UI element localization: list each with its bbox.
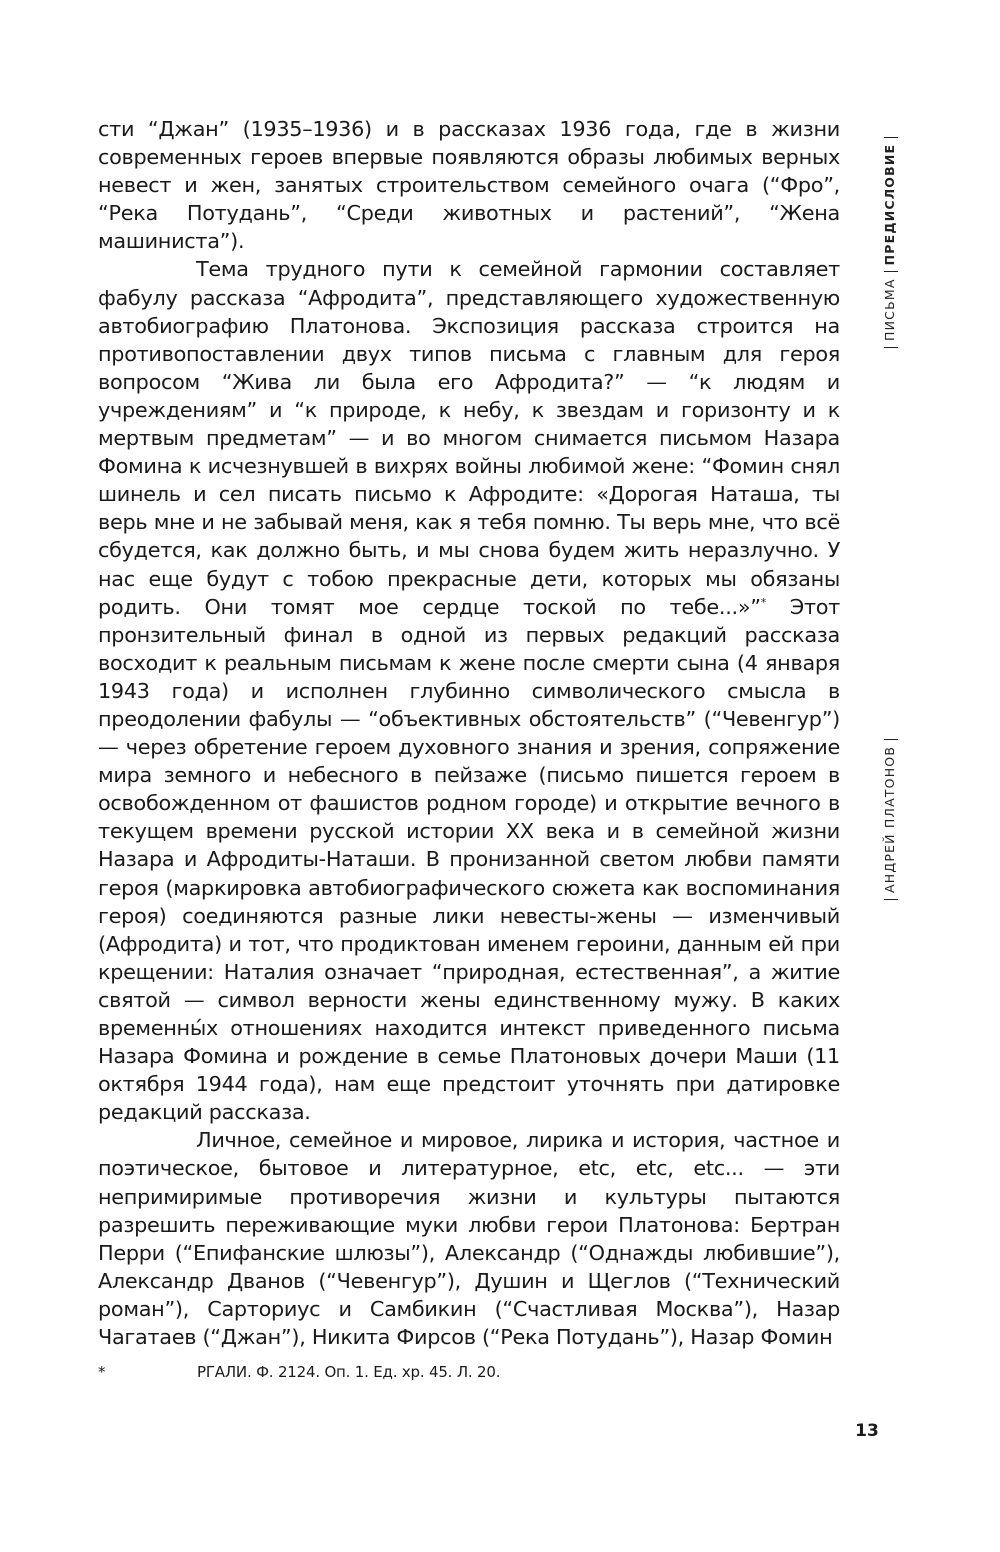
paragraph-aphrodite-part1: Тема трудного пути к семейной гармонии составляет фабулу рассказа “Афродита”, представляющего художественную автобиографию Платонова. Экспозиция рассказа строится на противопоставлении двух типов письма с главным для героя вопросом “Жива ли была его Афродита?” — “к людям и учреждениям” и “к природе, к небу, к звездам и горизонту и к мертвым предметам” — и во многом снимается письмом Назара Фомина к исчезнувшей в вихрях войны любимой жене: “Фомин снял шинель и сел писать письмо к Афродите: «Дорогая Наташа, ты верь мне и не забывай меня, как я тебя помню. Ты верь мне, что всё сбудется, как должно быть, и мы снова будем жить неразлучно. У нас еще будут с тобою прекрасные дети, которых мы обязаны родить. Они томят мое сердце тоской по тебе...»”: [98, 257, 840, 619]
running-head-section-label: ПИСЬМА: [882, 278, 897, 341]
paragraph-heroes: Личное, семейное и мировое, лирика и история, частное и поэтическое, бытовое и литературное, etc, etc, etc... — эти непримиримые противоречия жизни и культуры пытаются разрешить переживающие муки любви герои Платонова: Бертран Перри (“Епифанские шлюзы”), Александр (“Однажды любившие”), Александр Дванов (“Чевенгур”), Душин и Щеглов (“Технический роман”), Сарториус и Самбикин (“Счастливая Москва”), Назар Чагатаев (“Джан”), Никита Фирсов (“Река Потудань”), Назар Фомин: [98, 1128, 840, 1350]
separator-bar: [884, 739, 898, 740]
footnote-text: РГАЛИ. Ф. 2124. Оп. 1. Ед. хр. 45. Л. 20.: [197, 1363, 501, 1381]
main-text: [98, 115, 840, 1351]
separator-bar: [884, 137, 898, 138]
paragraph-continued: сти “Джан” (1935–1936) и в рассказах 1936 года, где в жизни современных героев впервые появляются образы любимых верных невест и жен, занятых строительством семейного очага (“Фро”, “Река Потудань”, “Среди животных и растений”, “Жена машиниста”).: [98, 117, 840, 254]
separator-bar: [884, 271, 898, 272]
paragraph-aphrodite-part2: Этот пронзительный финал в одной из первых редакций рассказа восходит к реальным письмам к жене после смерти сына (4 января 1943 года) и исполнен глубинно символического смысла в преодолении фабулы — “объективных обстоятельств” (“Чевенгур”) — через обретение героем духовного знания и зрения, сопряжение мира земного и небесного в пейзаже (письмо пишется героем в освобожденном от фашистов родном городе) и открытие вечного в текущем времени русской истории XX века и в семейной жизни Назара и Афродиты-Наташи. В пронизанной светом любви памяти героя (маркировка автобиографического сюжета как воспоминания героя) соединяются разные лики невесты-жены — изменчивый (Афродита) и тот, что продиктован именем героини, данным ей при крещении: Наталия означает “природная, естественная”, а житие святой — символ верности жены единственному мужу. В каких временны́х отношениях находится интекст приведенного письма Назара Фомина и рождение в семье Платоновых дочери Маши (11 октября 1944 года), нам еще предстоит уточнять при датировке редакций рассказа.: [98, 594, 840, 1125]
footnote-reference[interactable]: *: [760, 595, 766, 609]
footnote-mark: *: [98, 1363, 106, 1381]
separator-bar: [884, 347, 898, 348]
separator-bar: [884, 899, 898, 900]
paragraph-aphrodite: [98, 255, 840, 1126]
running-head-current-section: ПРЕДИСЛОВИЕ: [882, 143, 897, 266]
page-number: 13: [855, 1421, 879, 1441]
footnote: [98, 1362, 840, 1382]
running-head-author-label: АНДРЕЙ ПЛАТОНОВ: [882, 745, 897, 893]
